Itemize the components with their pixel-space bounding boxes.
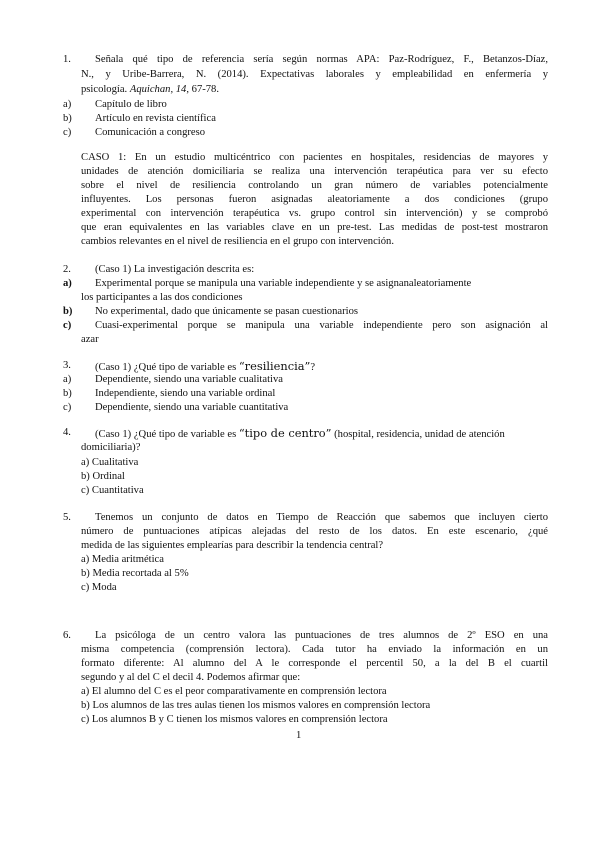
page-number: 1 — [296, 730, 302, 741]
question-text-line: Señala qué tipo de referencia sería según normas APA: Paz-Rodríguez, F., Betanzos-Díaz, — [95, 54, 548, 65]
option-b: Artículo en revista científica — [95, 113, 216, 124]
case-text-line: CASO 1: En un estudio multicéntrico con pacientes en hospitales, residencias de mayores y — [81, 152, 548, 163]
quoted-term: “tipo de centro” — [238, 426, 332, 440]
stem-text: (hospital, residencia, unidad de atención — [331, 429, 505, 440]
option-c-continued: azar — [81, 334, 99, 345]
question-number: 5. — [63, 512, 71, 523]
option-a: a) El alumno del C es el peor comparativamente en comprensión lectora — [81, 686, 387, 697]
stem-text: (Caso 1) ¿Qué tipo de variable es — [95, 362, 239, 373]
case-text-line: que eran equivalentes en las variables clave en un pre-test. Las medidas de post-test mostraron — [81, 222, 548, 233]
reference-pages: , 67-78. — [186, 84, 220, 95]
question-text-line: N., y Uribe-Barrera, N. (2014). Expectativas laborales y empleabilidad en enfermería y — [81, 69, 548, 80]
option-a: a) Media aritmética — [81, 554, 164, 565]
case-text-line: unidades de atención domiciliaria se realiza una intervención terapéutica para ver su efecto — [81, 166, 548, 177]
journal-name: Aquichan, 14 — [129, 84, 187, 95]
question-text-line: La psicóloga de un centro valora las puntuaciones de tres alumnos de 2º ESO en una — [95, 630, 548, 641]
option-c: c) Cuantitativa — [81, 485, 144, 496]
question-text-line: segundo y al del C el decil 4. Podemos afirmar que: — [81, 672, 301, 683]
option-b: No experimental, dado que únicamente se pasan cuestionarios — [95, 306, 358, 317]
option-c: Dependiente, siendo una variable cuantitativa — [95, 402, 289, 413]
option-letter: c) — [63, 402, 72, 413]
question-stem: (Caso 1) La investigación descrita es: — [95, 264, 255, 275]
case-text-line: influyentes. Los personas fueron asignadas aleatoriamente a dos condiciones (grupo — [81, 194, 548, 205]
question-text-line: formato diferente: Al alumno del A le corresponde el percentil 50, a la del B el cuartil — [81, 658, 548, 669]
option-a: Dependiente, siendo una variable cualitativa — [95, 374, 283, 385]
option-letter: a) — [63, 278, 72, 289]
option-b: b) Media recortada al 5% — [81, 568, 189, 579]
option-c: Comunicación a congreso — [95, 127, 206, 138]
question-number: 4. — [63, 427, 71, 438]
option-b: b) Los alumnos de las tres aulas tienen los mismos valores en comprensión lectora — [81, 700, 431, 711]
option-letter: c) — [63, 320, 72, 331]
case-text-line: experimental con intervención terapéutica vs. grupo control sin intervención) y se comprobó — [81, 208, 548, 219]
question-stem-continued: domiciliaria)? — [81, 442, 141, 453]
question-text-line: Tenemos un conjunto de datos en Tiempo de Reacción que sabemos que incluyen cierto — [95, 512, 548, 523]
option-letter: b) — [63, 388, 72, 399]
option-letter: b) — [63, 113, 72, 124]
option-b: b) Ordinal — [81, 471, 125, 482]
question-text-line: número de puntuaciones atípicas alejadas del resto de los datos. En este escenario, ¿qué — [81, 526, 548, 537]
stem-text: (Caso 1) ¿Qué tipo de variable es — [95, 429, 239, 440]
question-number: 2. — [63, 264, 71, 275]
reference-line — [81, 83, 219, 97]
case-text-line: cambios relevantes en el nivel de resiliencia en el grupo con intervención. — [81, 236, 394, 247]
option-letter: b) — [63, 306, 73, 317]
question-number: 6. — [63, 630, 71, 641]
option-c: Cuasi-experimental porque se manipula una variable independiente pero son asignación al — [95, 320, 548, 331]
option-a: Experimental porque se manipula una variable independiente y se asignanaleatoriamente — [95, 278, 472, 289]
reference-text: psicología. — [81, 84, 130, 95]
option-letter: c) — [63, 127, 72, 138]
option-c: c) Los alumnos B y C tienen los mismos valores en comprensión lectora — [81, 714, 388, 725]
question-text-line: medida de las siguientes emplearías para describir la tendencia central? — [81, 540, 384, 551]
case-text-line: sobre el nivel de resiliencia controlando un gran número de variables potencialmente — [81, 180, 548, 191]
option-letter: a) — [63, 99, 72, 110]
question-number: 3. — [63, 360, 71, 371]
quoted-term: “resiliencia” — [238, 359, 311, 373]
stem-text: ? — [310, 362, 316, 373]
option-a: a) Cualitativa — [81, 457, 139, 468]
question-text-line: misma competencia (comprensión lectora). Cada tutor ha enviado la información en un — [81, 644, 548, 655]
option-letter: a) — [63, 374, 72, 385]
option-a-continued: los participantes a las dos condiciones — [81, 292, 243, 303]
option-a: Capítulo de libro — [95, 99, 167, 110]
question-stem — [95, 426, 505, 442]
question-number: 1. — [63, 54, 71, 65]
option-c: c) Moda — [81, 582, 117, 593]
option-b: Independiente, siendo una variable ordinal — [95, 388, 276, 399]
